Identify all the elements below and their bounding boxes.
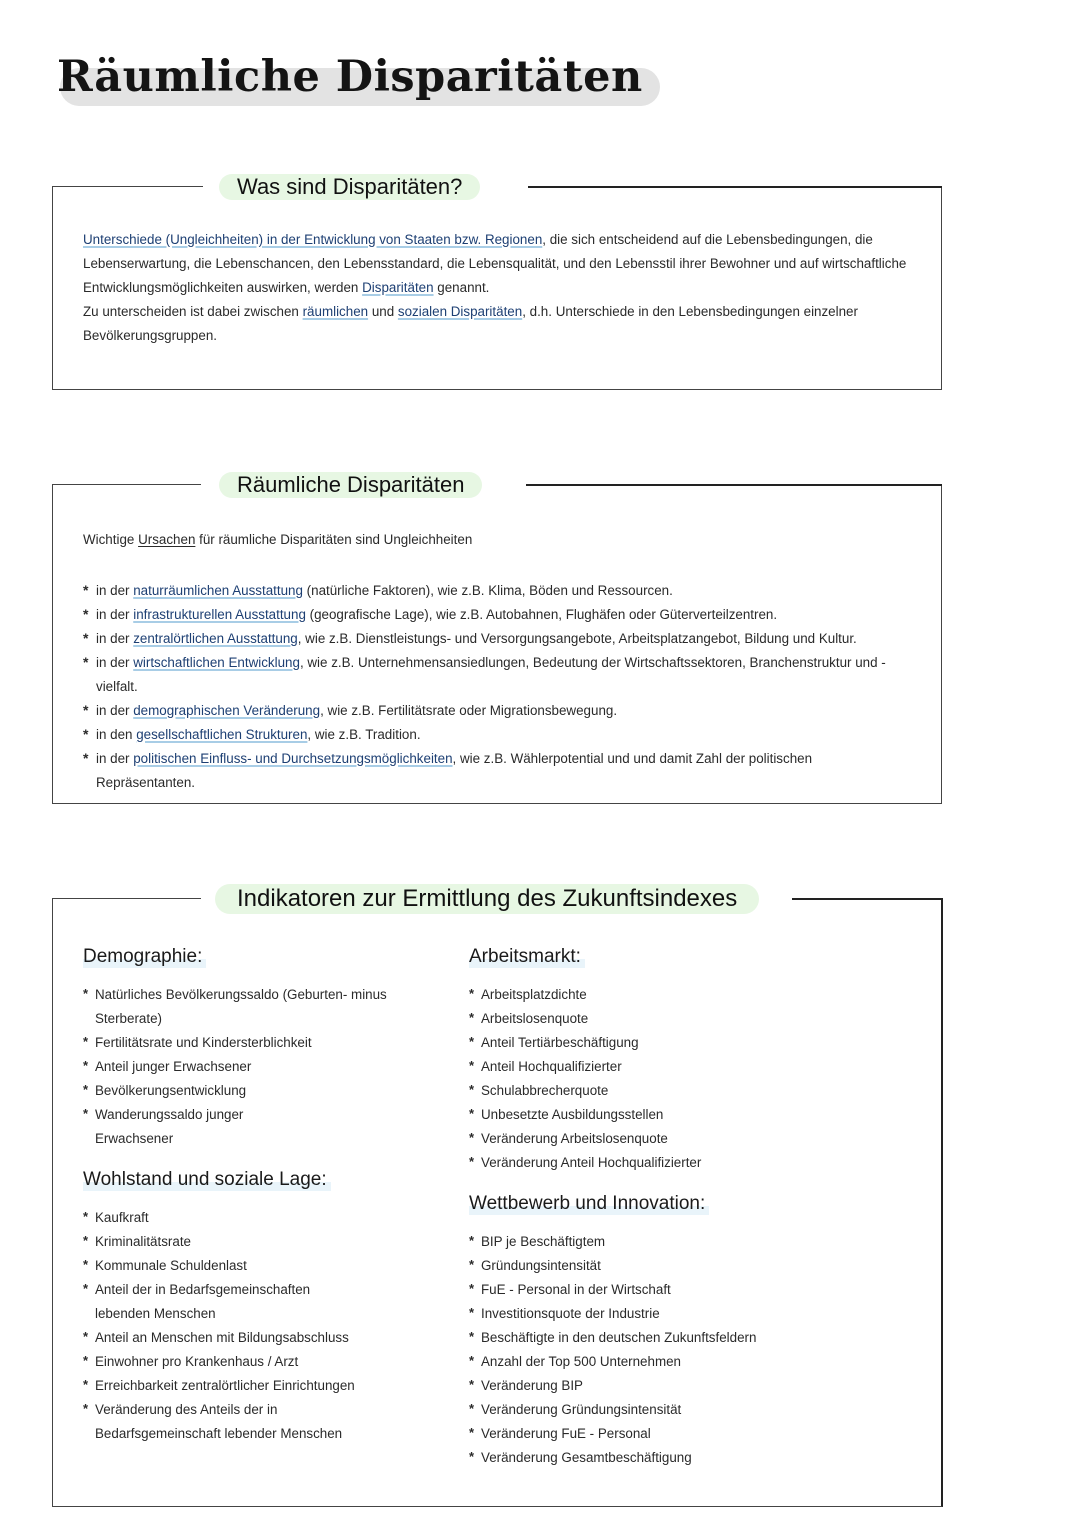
indicator-list — [469, 1230, 829, 1470]
causes-list — [83, 579, 913, 795]
group-title: Arbeitsmarkt: — [469, 946, 585, 968]
highlighted-term: räumlichen — [302, 304, 369, 319]
list-item: * in der wirtschaftlichen Entwicklung, wie z.B. Unternehmensansiedlungen, Bedeutung der Wirtschaftssektoren, Branchenstruktur und -vielfalt. — [83, 651, 913, 699]
list-item: * Natürliches Bevölkerungssaldo (Geburten- minus Sterberate) — [83, 983, 443, 1031]
list-item: * Anteil Hochqualifizierter — [469, 1055, 829, 1079]
list-item: * Anteil an Menschen mit Bildungsabschluss — [83, 1326, 443, 1350]
list-item: * in der zentralörtlichen Ausstattung, wie z.B. Dienstleistungs- und Versorgungsangebote, Arbeitsplatzangebot, Bildung und Kultur. — [83, 627, 913, 651]
section-indicators — [52, 885, 943, 1507]
list-item: * in der politischen Einfluss- und Durchsetzungsmöglichkeiten, wie z.B. Wählerpotential und und damit Zahl der politischen Repräsentanten. — [83, 747, 913, 795]
section-what-are-disparities — [52, 174, 942, 390]
section-spatial-disparities — [52, 472, 942, 804]
group-wettbewerb — [469, 1193, 829, 1470]
frame-top-right — [526, 484, 942, 486]
list-item: * Kaufkraft — [83, 1206, 443, 1230]
list-item: * Schulabbrecherquote — [469, 1079, 829, 1103]
list-item: * Veränderung Gesamtbeschäftigung — [469, 1446, 829, 1470]
frame-top-left — [53, 484, 201, 485]
list-item: * Anzahl der Top 500 Unternehmen — [469, 1350, 829, 1374]
group-arbeitsmarkt — [469, 946, 829, 1175]
section-heading: Indikatoren zur Ermittlung des Zukunftsindexes — [215, 884, 759, 914]
frame-top-left — [53, 186, 203, 187]
indicator-list — [83, 1206, 443, 1446]
definition-text: Unterschiede (Ungleichheiten) in der Entwicklung von Staaten bzw. Regionen, die sich entscheidend auf die Lebensbedingungen, die Lebenserwartung, die Lebenschancen, den Lebensstandard, die Lebensqualität, und den Lebensstil ihrer Bewohner und auf wirtschaftliche Entwicklungsmöglichkeiten auswirken, werden Disparitäten genannt. Zu unterscheiden ist dabei zwischen räumlichen und sozialen Disparitäten, d.h. Unterschiede in den Lebensbedingungen einzelner Bevölkerungsgruppen. — [83, 232, 907, 343]
highlighted-term: sozialen Disparitäten — [397, 304, 523, 319]
page-title: Räumliche Disparitäten — [57, 52, 643, 102]
list-item: * Veränderung BIP — [469, 1374, 829, 1398]
list-item: * Arbeitsplatzdichte — [469, 983, 829, 1007]
section-heading: Räumliche Disparitäten — [219, 472, 482, 498]
intro-text: Wichtige Ursachen für räumliche Disparitäten sind Ungleichheiten — [83, 532, 473, 547]
column-left — [83, 946, 443, 1446]
list-item: * Veränderung Gründungsintensität — [469, 1398, 829, 1422]
underlined-term: Ursachen — [138, 532, 196, 547]
list-item: * Veränderung FuE - Personal — [469, 1422, 829, 1446]
list-item: * Bevölkerungsentwicklung — [83, 1079, 443, 1103]
highlighted-term: Disparitäten — [362, 280, 434, 295]
indicator-list — [83, 983, 443, 1151]
list-item: * Beschäftigte in den deutschen Zukunftsfeldern — [469, 1326, 829, 1350]
list-item: * Anteil Tertiärbeschäftigung — [469, 1031, 829, 1055]
list-item: * Veränderung Arbeitslosenquote — [469, 1127, 829, 1151]
list-item: * Kriminalitätsrate — [83, 1230, 443, 1254]
list-item: * Fertilitätsrate und Kindersterblichkeit — [83, 1031, 443, 1055]
frame-top-left — [53, 898, 201, 899]
list-item: * Veränderung Anteil Hochqualifizierter — [469, 1151, 829, 1175]
list-item: * Anteil der in Bedarfsgemeinschaften lebenden Menschen — [83, 1278, 325, 1326]
group-title: Demographie: — [83, 946, 206, 968]
group-title: Wohlstand und soziale Lage: — [83, 1169, 331, 1191]
list-item: * Anteil junger Erwachsener — [83, 1055, 443, 1079]
list-item: * Arbeitslosenquote — [469, 1007, 829, 1031]
list-item: * in der demographischen Veränderung, wie z.B. Fertilitätsrate oder Migrationsbewegung. — [83, 699, 913, 723]
group-title: Wettbewerb und Innovation: — [469, 1193, 709, 1215]
list-item: * FuE - Personal in der Wirtschaft — [469, 1278, 829, 1302]
indicator-list — [469, 983, 829, 1175]
list-item: * in der naturräumlichen Ausstattung (natürliche Faktoren), wie z.B. Klima, Böden und Ressourcen. — [83, 579, 913, 603]
list-item: * in der infrastrukturellen Ausstattung (geografische Lage), wie z.B. Autobahnen, Flughäfen oder Güterverteilzentren. — [83, 603, 913, 627]
group-wohlstand — [83, 1169, 443, 1446]
section-heading: Was sind Disparitäten? — [219, 174, 480, 200]
list-item: * Kommunale Schuldenlast — [83, 1254, 443, 1278]
frame-top-right — [792, 898, 942, 900]
list-item: * Unbesetzte Ausbildungsstellen — [469, 1103, 829, 1127]
list-item: * Investitionsquote der Industrie — [469, 1302, 829, 1326]
list-item: * Veränderung des Anteils der in Bedarfsgemeinschaft lebender Menschen — [83, 1398, 355, 1446]
list-item: * in den gesellschaftlichen Strukturen, wie z.B. Tradition. — [83, 723, 913, 747]
list-item: * Wanderungssaldo junger Erwachsener — [83, 1103, 245, 1151]
group-demographie — [83, 946, 443, 1151]
frame-top-right — [528, 186, 942, 188]
list-item: * Gründungsintensität — [469, 1254, 829, 1278]
list-item: * BIP je Beschäftigtem — [469, 1230, 829, 1254]
column-right — [469, 946, 829, 1470]
list-item: * Einwohner pro Krankenhaus / Arzt — [83, 1350, 443, 1374]
list-item: * Erreichbarkeit zentralörtlicher Einrichtungen — [83, 1374, 443, 1398]
highlighted-term: Unterschiede (Ungleichheiten) in der Entwicklung von Staaten bzw. Regionen — [83, 232, 543, 247]
